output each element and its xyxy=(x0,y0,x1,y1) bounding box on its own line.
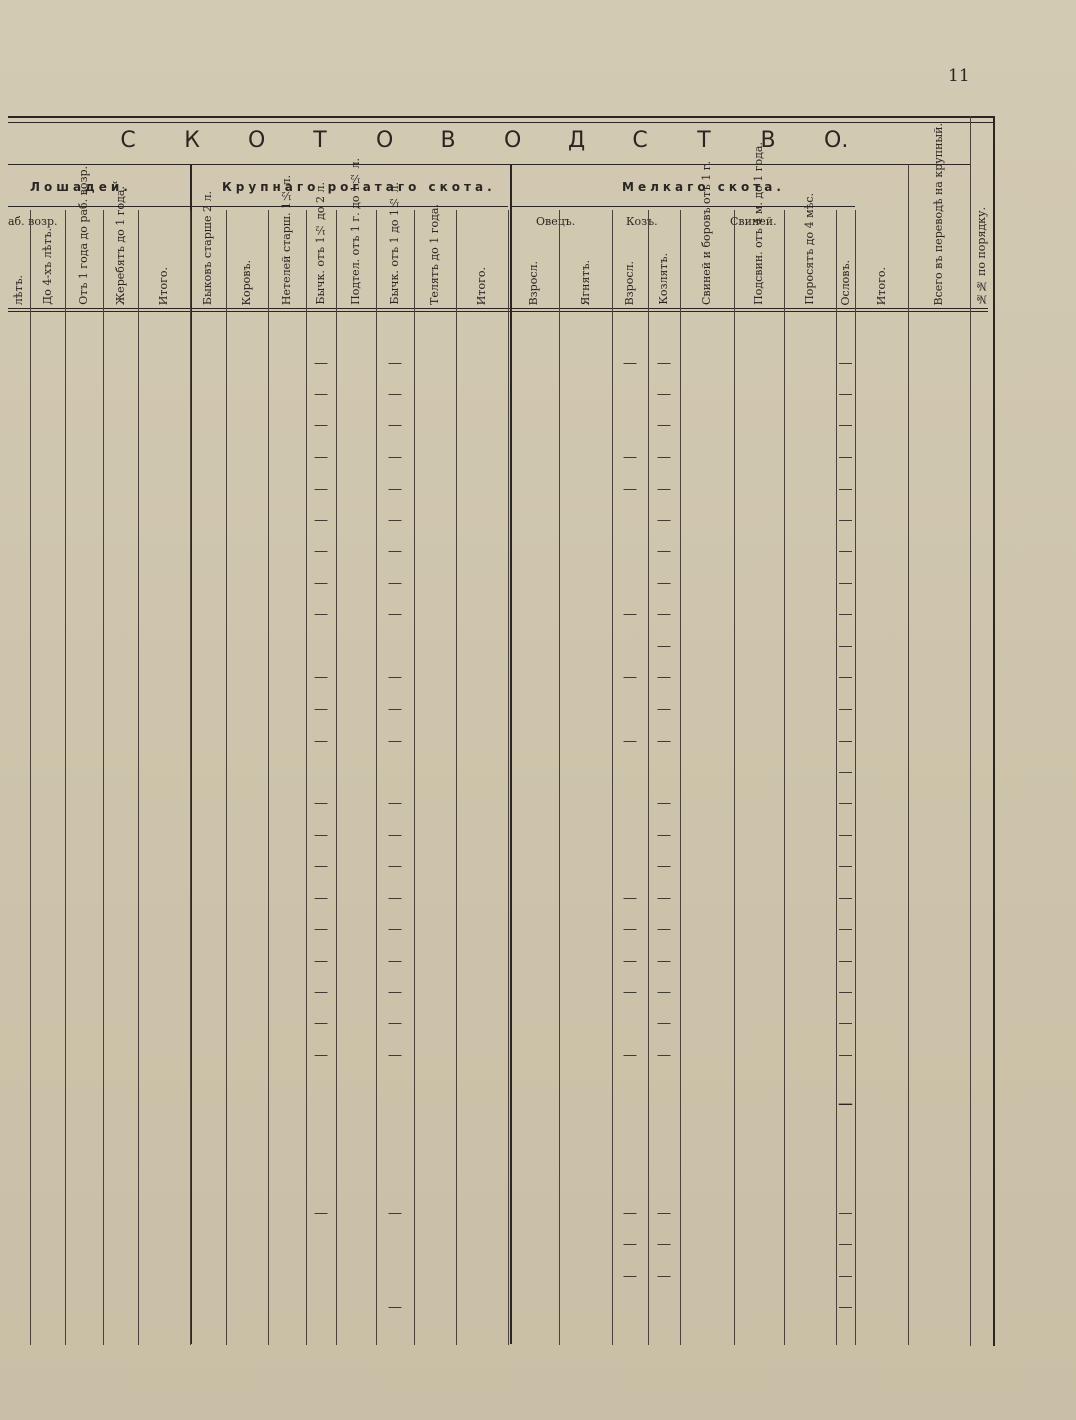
column-divider xyxy=(456,210,457,1345)
title-letter: С xyxy=(632,128,648,153)
table-cell: — xyxy=(839,1236,852,1251)
title-rule xyxy=(8,164,970,165)
column-header xyxy=(970,165,993,305)
title-letter: О. xyxy=(824,128,849,153)
column-header-label: Жеребятъ до 1 года. xyxy=(113,185,127,305)
table-cell: — xyxy=(314,355,328,370)
column-divider xyxy=(306,210,307,1345)
title-letter: С xyxy=(120,128,136,153)
table-cell: — xyxy=(657,386,671,401)
table-cell: — xyxy=(388,1047,402,1062)
table-cell: — xyxy=(839,512,852,527)
column-divider xyxy=(680,210,681,1345)
column-header-label: Свиней и боровъ отъ 1 г. xyxy=(700,161,713,305)
column-header-label: Взросл. xyxy=(623,260,636,305)
table-cell: — xyxy=(657,575,671,590)
table-cell: — xyxy=(839,733,852,748)
table-cell: — xyxy=(839,858,852,873)
table-cell: — xyxy=(388,512,402,527)
column-header xyxy=(784,193,836,305)
subgroup-goats: Козъ. xyxy=(626,215,658,228)
header-rule xyxy=(8,308,988,309)
column-header xyxy=(138,210,190,305)
table-cell: — xyxy=(314,386,328,401)
table-cell: — xyxy=(314,606,328,621)
table-cell: — xyxy=(839,827,852,842)
table-cell: — xyxy=(388,1205,402,1220)
column-divider xyxy=(970,210,971,1345)
title-letter: В xyxy=(440,128,456,153)
table-cell: — xyxy=(657,701,671,716)
column-divider xyxy=(734,210,735,1345)
column-header xyxy=(680,161,734,305)
subgroup-horses-age: аб. возр. xyxy=(8,215,58,228)
table-cell: — xyxy=(657,669,671,684)
table-cell: — xyxy=(839,921,852,936)
table-title xyxy=(120,128,849,153)
column-header-label: №№ по порядку. xyxy=(974,206,988,305)
column-divider xyxy=(103,210,104,1345)
table-cell: — xyxy=(657,1205,671,1220)
table-cell: — xyxy=(839,764,852,779)
column-divider xyxy=(414,210,415,1345)
column-header xyxy=(734,142,784,305)
table-cell: — xyxy=(388,417,402,432)
frame-right xyxy=(993,116,995,1346)
table-cell: — xyxy=(623,1205,637,1220)
subgroup-pigs: Свиней. xyxy=(730,215,777,228)
column-header-label: Отъ 1 года до раб. возр. xyxy=(77,166,90,305)
column-header-label: Всего въ переводѣ на крупный. xyxy=(932,122,945,305)
subgroup-sheep: Овецъ. xyxy=(536,215,576,228)
title-letter: О xyxy=(504,128,522,153)
table-cell: — xyxy=(623,606,637,621)
table-cell: — xyxy=(314,481,328,496)
table-cell: — xyxy=(657,1268,671,1283)
table-cell: — xyxy=(839,890,852,905)
table-cell: — xyxy=(657,606,671,621)
column-header-label: Бычк. отъ 1½ до 2 л. xyxy=(314,182,327,305)
table-cell: — xyxy=(314,984,328,999)
table-cell: — xyxy=(388,921,402,936)
column-header xyxy=(268,174,306,305)
table-cell: — xyxy=(839,417,852,432)
column-header xyxy=(508,210,559,305)
table-cell: — xyxy=(314,795,328,810)
column-divider xyxy=(855,210,856,1345)
table-cell: — xyxy=(839,1299,852,1314)
column-header xyxy=(559,210,612,305)
total-cell: — xyxy=(838,1096,853,1111)
column-header-label: До 4-хъ лѣтъ. xyxy=(40,228,54,305)
table-cell: — xyxy=(623,449,637,464)
table-cell: — xyxy=(388,449,402,464)
table-cell: — xyxy=(388,355,402,370)
table-cell: — xyxy=(623,890,637,905)
table-cell: — xyxy=(388,953,402,968)
table-cell: — xyxy=(388,733,402,748)
header-rule-double xyxy=(8,311,988,312)
table-cell: — xyxy=(388,606,402,621)
title-letter: Д xyxy=(568,128,586,153)
group-horses: Лошадей. xyxy=(30,180,132,194)
column-header xyxy=(456,210,508,305)
table-cell: — xyxy=(314,1205,328,1220)
column-header-label: Бычк. отъ 1 до 1½ л. xyxy=(388,182,401,305)
table-cell: — xyxy=(657,449,671,464)
table-cell: — xyxy=(314,701,328,716)
table-cell: — xyxy=(388,1299,402,1314)
column-divider xyxy=(376,210,377,1345)
table-cell: — xyxy=(657,1236,671,1251)
table-cell: — xyxy=(314,1047,328,1062)
table-cell: — xyxy=(657,795,671,810)
table-cell: — xyxy=(623,984,637,999)
column-header-label: Взросл. xyxy=(526,260,540,305)
table-cell: — xyxy=(839,449,852,464)
column-header-label: Козлятъ. xyxy=(657,253,670,305)
table-cell: — xyxy=(839,1047,852,1062)
table-cell: — xyxy=(657,512,671,527)
table-cell: — xyxy=(839,638,852,653)
column-header xyxy=(612,210,648,305)
column-header-label: Итого. xyxy=(874,266,888,305)
table-cell: — xyxy=(388,701,402,716)
column-header-label: Итого. xyxy=(475,266,488,305)
column-divider xyxy=(784,210,785,1345)
table-cell: — xyxy=(839,575,852,590)
table-cell: — xyxy=(657,1047,671,1062)
table-cell: — xyxy=(388,669,402,684)
column-divider xyxy=(30,210,31,1345)
table-cell: — xyxy=(839,543,852,558)
column-header-label: Коровъ. xyxy=(240,259,253,305)
table-cell: — xyxy=(657,984,671,999)
table-cell: — xyxy=(314,858,328,873)
column-divider xyxy=(648,210,649,1345)
table-cell: — xyxy=(657,827,671,842)
table-cell: — xyxy=(839,795,852,810)
table-cell: — xyxy=(623,669,637,684)
table-cell: — xyxy=(657,417,671,432)
table-cell: — xyxy=(314,417,328,432)
column-divider xyxy=(268,210,269,1345)
column-divider xyxy=(612,210,613,1345)
table-cell: — xyxy=(657,858,671,873)
table-cell: — xyxy=(314,1015,328,1030)
column-header xyxy=(65,166,103,305)
table-cell: — xyxy=(657,481,671,496)
table-cell: — xyxy=(623,1047,637,1062)
table-cell: — xyxy=(388,890,402,905)
table-cell: — xyxy=(657,733,671,748)
table-cell: — xyxy=(623,355,637,370)
table-cell: — xyxy=(839,1205,852,1220)
table-cell: — xyxy=(657,921,671,936)
column-divider xyxy=(190,210,191,1345)
column-header-label: Нетелей старш. 1½ л. xyxy=(280,174,293,305)
column-divider xyxy=(908,210,909,1345)
table-cell: — xyxy=(388,481,402,496)
column-divider xyxy=(65,210,66,1345)
table-cell: — xyxy=(839,701,852,716)
table-cell: — xyxy=(839,953,852,968)
table-cell: — xyxy=(623,1236,637,1251)
table-cell: — xyxy=(314,575,328,590)
column-divider xyxy=(226,210,227,1345)
column-header-label: Телятъ до 1 года. xyxy=(428,204,441,305)
table-cell: — xyxy=(388,543,402,558)
table-cell: — xyxy=(657,355,671,370)
table-cell: — xyxy=(388,1015,402,1030)
table-cell: — xyxy=(623,921,637,936)
column-header xyxy=(8,210,30,305)
table-cell: — xyxy=(839,669,852,684)
table-cell: — xyxy=(314,890,328,905)
column-header xyxy=(103,185,138,305)
table-cell: — xyxy=(657,890,671,905)
page-number: 11 xyxy=(948,66,970,86)
table-cell: — xyxy=(314,512,328,527)
column-header xyxy=(306,182,336,305)
column-header xyxy=(908,122,970,305)
column-header-label: Ословъ. xyxy=(838,259,852,305)
table-cell: — xyxy=(314,953,328,968)
column-header-label: Подтел. отъ 1 г. до 1½ л. xyxy=(349,158,362,305)
table-cell: — xyxy=(314,669,328,684)
table-cell: — xyxy=(839,355,852,370)
column-header-label: Ягнятъ. xyxy=(578,259,592,305)
column-header-label: лѣтъ. xyxy=(12,274,25,305)
table-cell: — xyxy=(839,606,852,621)
table-cell: — xyxy=(388,386,402,401)
column-divider xyxy=(138,210,139,1345)
table-cell: — xyxy=(388,827,402,842)
table-cell: — xyxy=(314,733,328,748)
column-header xyxy=(226,210,268,305)
table-cell: — xyxy=(388,858,402,873)
column-header-label: Поросятъ до 4 мѣс. xyxy=(803,193,816,305)
title-letter: К xyxy=(184,128,200,153)
column-header xyxy=(190,190,226,305)
table-cell: — xyxy=(388,984,402,999)
column-divider xyxy=(508,210,509,1345)
table-cell: — xyxy=(839,984,852,999)
table-cell: — xyxy=(623,481,637,496)
group-small: Мелкаго скота. xyxy=(622,180,785,194)
column-header xyxy=(336,158,376,305)
column-divider xyxy=(336,210,337,1345)
table-cell: — xyxy=(314,827,328,842)
group-rule-horses xyxy=(8,206,190,207)
column-header xyxy=(376,182,414,305)
table-cell: — xyxy=(623,953,637,968)
column-divider xyxy=(559,210,560,1345)
table-cell: — xyxy=(657,638,671,653)
table-cell: — xyxy=(657,543,671,558)
table-cell: — xyxy=(839,386,852,401)
title-letter: Т xyxy=(313,128,327,153)
table-cell: — xyxy=(388,795,402,810)
title-letter: О xyxy=(248,128,266,153)
title-letter: Т xyxy=(697,128,711,153)
table-cell: — xyxy=(657,1015,671,1030)
column-header xyxy=(836,210,855,305)
group-cattle: Крупнаго рогатаго скота. xyxy=(222,180,496,194)
column-header xyxy=(648,210,680,305)
column-header xyxy=(414,204,456,305)
table-cell: — xyxy=(314,449,328,464)
table-cell: — xyxy=(314,921,328,936)
column-header-label: Подсвин. отъ 4 м. до 1 года. xyxy=(752,142,765,305)
title-letter: О xyxy=(376,128,394,153)
column-header-label: Итого. xyxy=(157,266,170,305)
table-cell: — xyxy=(314,543,328,558)
table-cell: — xyxy=(839,481,852,496)
title-letter: В xyxy=(760,128,776,153)
table-cell: — xyxy=(623,1268,637,1283)
table-cell: — xyxy=(657,953,671,968)
divider-cattle-small xyxy=(510,164,512,1344)
column-header xyxy=(30,210,65,305)
table-cell: — xyxy=(623,733,637,748)
column-header-label: Быковъ старше 2 л. xyxy=(201,190,214,305)
table-cell: — xyxy=(388,575,402,590)
column-header xyxy=(855,210,908,305)
table-cell: — xyxy=(839,1015,852,1030)
table-cell: — xyxy=(839,1268,852,1283)
